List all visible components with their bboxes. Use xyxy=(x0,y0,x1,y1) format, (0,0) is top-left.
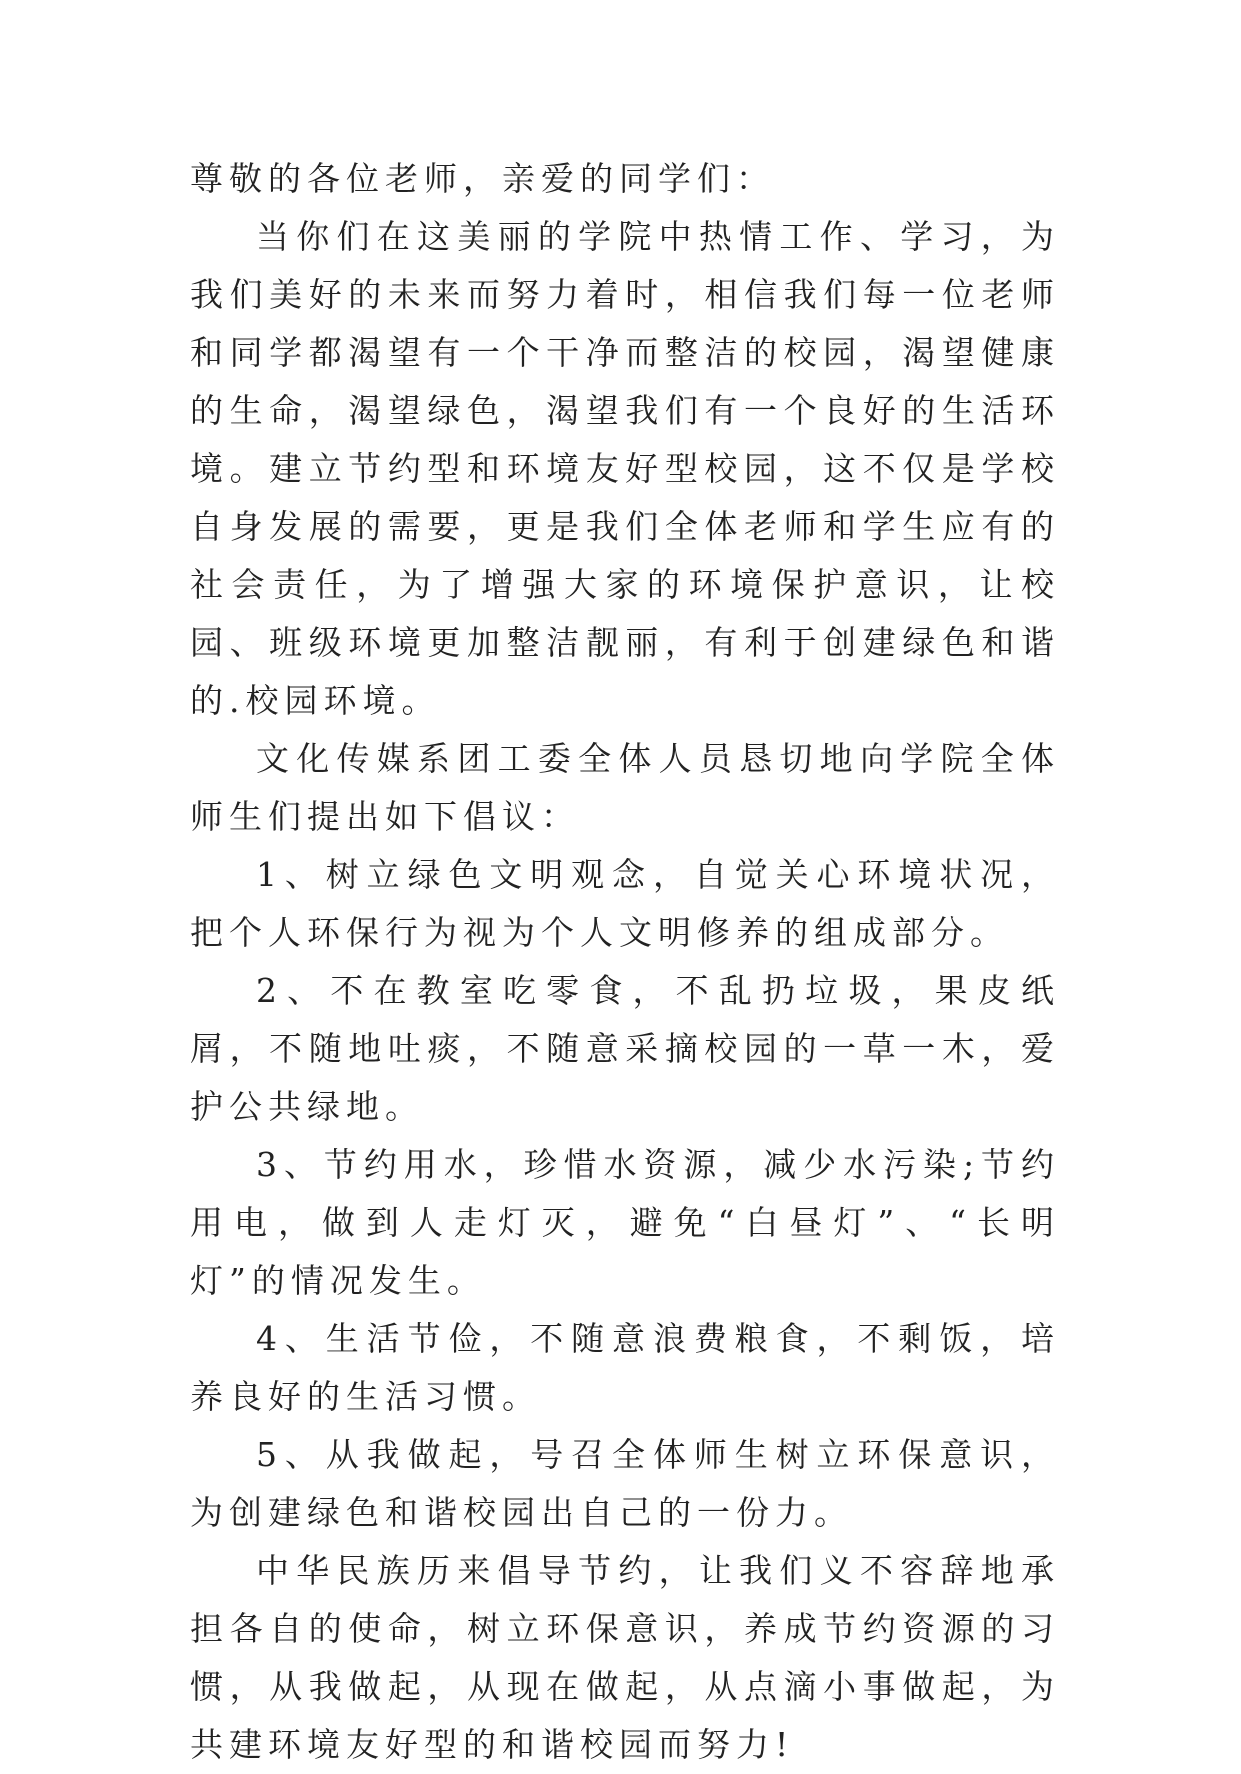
paragraph-intro: 当你们在这美丽的学院中热情工作、学习，为我们美好的未来而努力着时，相信我们每一位老师和同学都渴望有一个干净而整洁的校园，渴望健康的生命，渴望绿色，渴望我们有一个良好的生活环境。建立节约型和环境友好型校园，这不仅是学校自身发展的需要，更是我们全体老师和学生应有的社会责任，为了增强大家的环境保护意识，让校园、班级环境更加整洁靓丽，有利于创建绿色和谐的.校园环境。 xyxy=(190,217,1060,720)
paragraph-proposal: 文化传媒系团工委全体人员恳切地向学院全体师生们提出如下倡议： xyxy=(190,739,1060,836)
paragraph-item-4: 4、生活节俭，不随意浪费粮食，不剩饭，培养良好的生活习惯。 xyxy=(190,1319,1060,1416)
document-body xyxy=(190,150,1060,1774)
paragraph-item-5: 5、从我做起，号召全体师生树立环保意识，为创建绿色和谐校园出自己的一份力。 xyxy=(190,1435,1060,1532)
paragraph-item-2: 2、不在教室吃零食，不乱扔垃圾，果皮纸屑，不随地吐痰，不随意采摘校园的一草一木，爱护公共绿地。 xyxy=(190,971,1060,1126)
paragraph-closing: 中华民族历来倡导节约，让我们义不容辞地承担各自的使命，树立环保意识，养成节约资源的习惯，从我做起，从现在做起，从点滴小事做起，为共建环境友好型的和谐校园而努力! xyxy=(190,1551,1060,1764)
paragraph-item-1: 1、树立绿色文明观念，自觉关心环境状况，把个人环保行为视为个人文明修养的组成部分。 xyxy=(190,855,1060,952)
salutation: 尊敬的各位老师，亲爱的同学们： xyxy=(190,159,775,198)
paragraph-item-3: 3、节约用水，珍惜水资源，减少水污染;节约用电，做到人走灯灭，避免“白昼灯”、“长明灯”的情况发生。 xyxy=(190,1145,1060,1300)
